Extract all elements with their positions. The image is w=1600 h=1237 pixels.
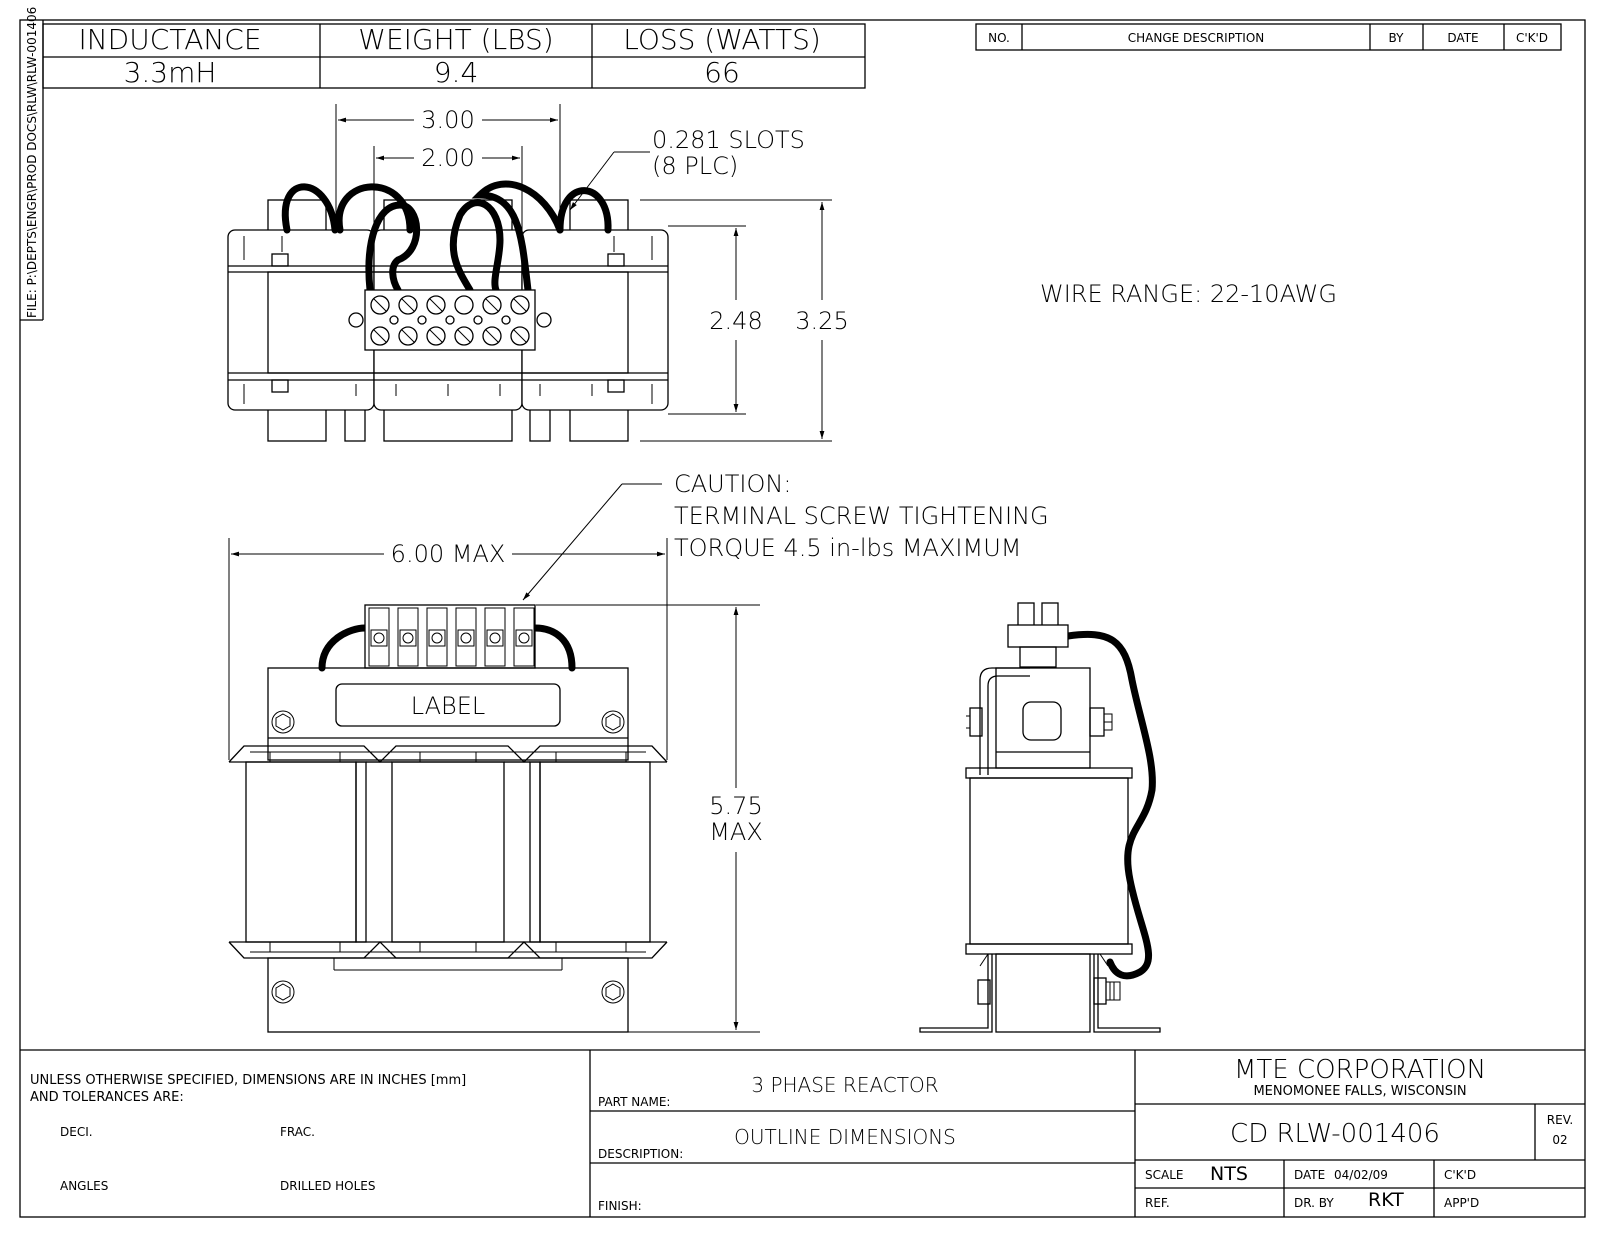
company-location: MENOMONEE FALLS, WISCONSIN	[1253, 1084, 1467, 1099]
wire-range-note: WIRE RANGE: 22-10AWG	[1040, 280, 1337, 308]
date-label: DATE	[1294, 1168, 1326, 1182]
ref-label: REF.	[1145, 1196, 1170, 1210]
tolerance-note-line1: UNLESS OTHERWISE SPECIFIED, DIMENSIONS ARE IN INCHES [mm]	[30, 1073, 467, 1088]
drby-label: DR. BY	[1294, 1196, 1334, 1210]
slots-callout-line2: (8 PLC)	[652, 152, 739, 180]
caution-line1: CAUTION:	[674, 470, 792, 498]
description-value: OUTLINE DIMENSIONS	[734, 1125, 956, 1149]
rev-value: 02	[1552, 1133, 1568, 1147]
caution-line2: TERMINAL SCREW TIGHTENING	[674, 502, 1049, 530]
scale-label: SCALE	[1145, 1168, 1184, 1182]
dim-outer-height: 3.25	[795, 307, 849, 335]
label-plate-text: LABEL	[410, 692, 486, 720]
angles-label: ANGLES	[60, 1179, 109, 1193]
finish-label: FINISH:	[598, 1199, 642, 1213]
drawing-number: CD RLW-001406	[1230, 1119, 1440, 1149]
revision-table	[976, 24, 1561, 50]
spec-value-weight: 9.4	[433, 56, 479, 89]
dim-inner-height: 2.48	[709, 307, 763, 335]
file-path-strip	[20, 7, 43, 320]
description-label: DESCRIPTION:	[598, 1147, 684, 1161]
spec-value-loss: 66	[704, 56, 740, 89]
part-name-value: 3 PHASE REACTOR	[751, 1073, 939, 1097]
spec-table	[43, 23, 865, 89]
part-name-label: PART NAME:	[598, 1095, 671, 1109]
drby-value: RKT	[1368, 1189, 1404, 1211]
rev-header-by: BY	[1388, 31, 1404, 45]
frac-label: FRAC.	[280, 1125, 315, 1139]
dim-outer-width: 3.00	[421, 106, 475, 134]
rev-header-no: NO.	[988, 31, 1010, 45]
spec-header-loss: LOSS (WATTS)	[623, 23, 821, 56]
top-view	[228, 104, 849, 441]
front-view	[229, 470, 1049, 1032]
tolerance-note-line2: AND TOLERANCES ARE:	[30, 1090, 184, 1105]
dim-inner-width: 2.00	[421, 144, 475, 172]
side-view	[920, 603, 1160, 1032]
title-block	[20, 1050, 1585, 1217]
slots-callout-line1: 0.281 SLOTS	[652, 126, 805, 154]
spec-header-weight: WEIGHT (LBS)	[358, 23, 554, 56]
ckd-label: C'K'D	[1444, 1168, 1477, 1182]
spec-value-inductance: 3.3mH	[123, 56, 217, 89]
deci-label: DECI.	[60, 1125, 93, 1139]
file-path: FILE: P:\DEPTS\ENGR\PROD DOCS\RLW\RLW-001406	[25, 6, 39, 318]
spec-header-inductance: INDUCTANCE	[78, 23, 262, 56]
drilled-holes-label: DRILLED HOLES	[280, 1179, 376, 1193]
dim-front-height-note: MAX	[709, 818, 763, 846]
appd-label: APP'D	[1444, 1196, 1480, 1210]
rev-header-date: DATE	[1447, 31, 1479, 45]
caution-line3: TORQUE 4.5 in-lbs MAXIMUM	[674, 534, 1022, 562]
rev-header-description: CHANGE DESCRIPTION	[1127, 31, 1265, 45]
date-value: 04/02/09	[1334, 1168, 1388, 1182]
dim-front-width: 6.00 MAX	[390, 540, 506, 568]
rev-label: REV.	[1546, 1113, 1574, 1127]
company-name: MTE CORPORATION	[1233, 1055, 1487, 1085]
dim-front-height-value: 5.75	[709, 792, 763, 820]
scale-value: NTS	[1210, 1163, 1248, 1185]
rev-header-ckd: C'K'D	[1515, 31, 1549, 45]
